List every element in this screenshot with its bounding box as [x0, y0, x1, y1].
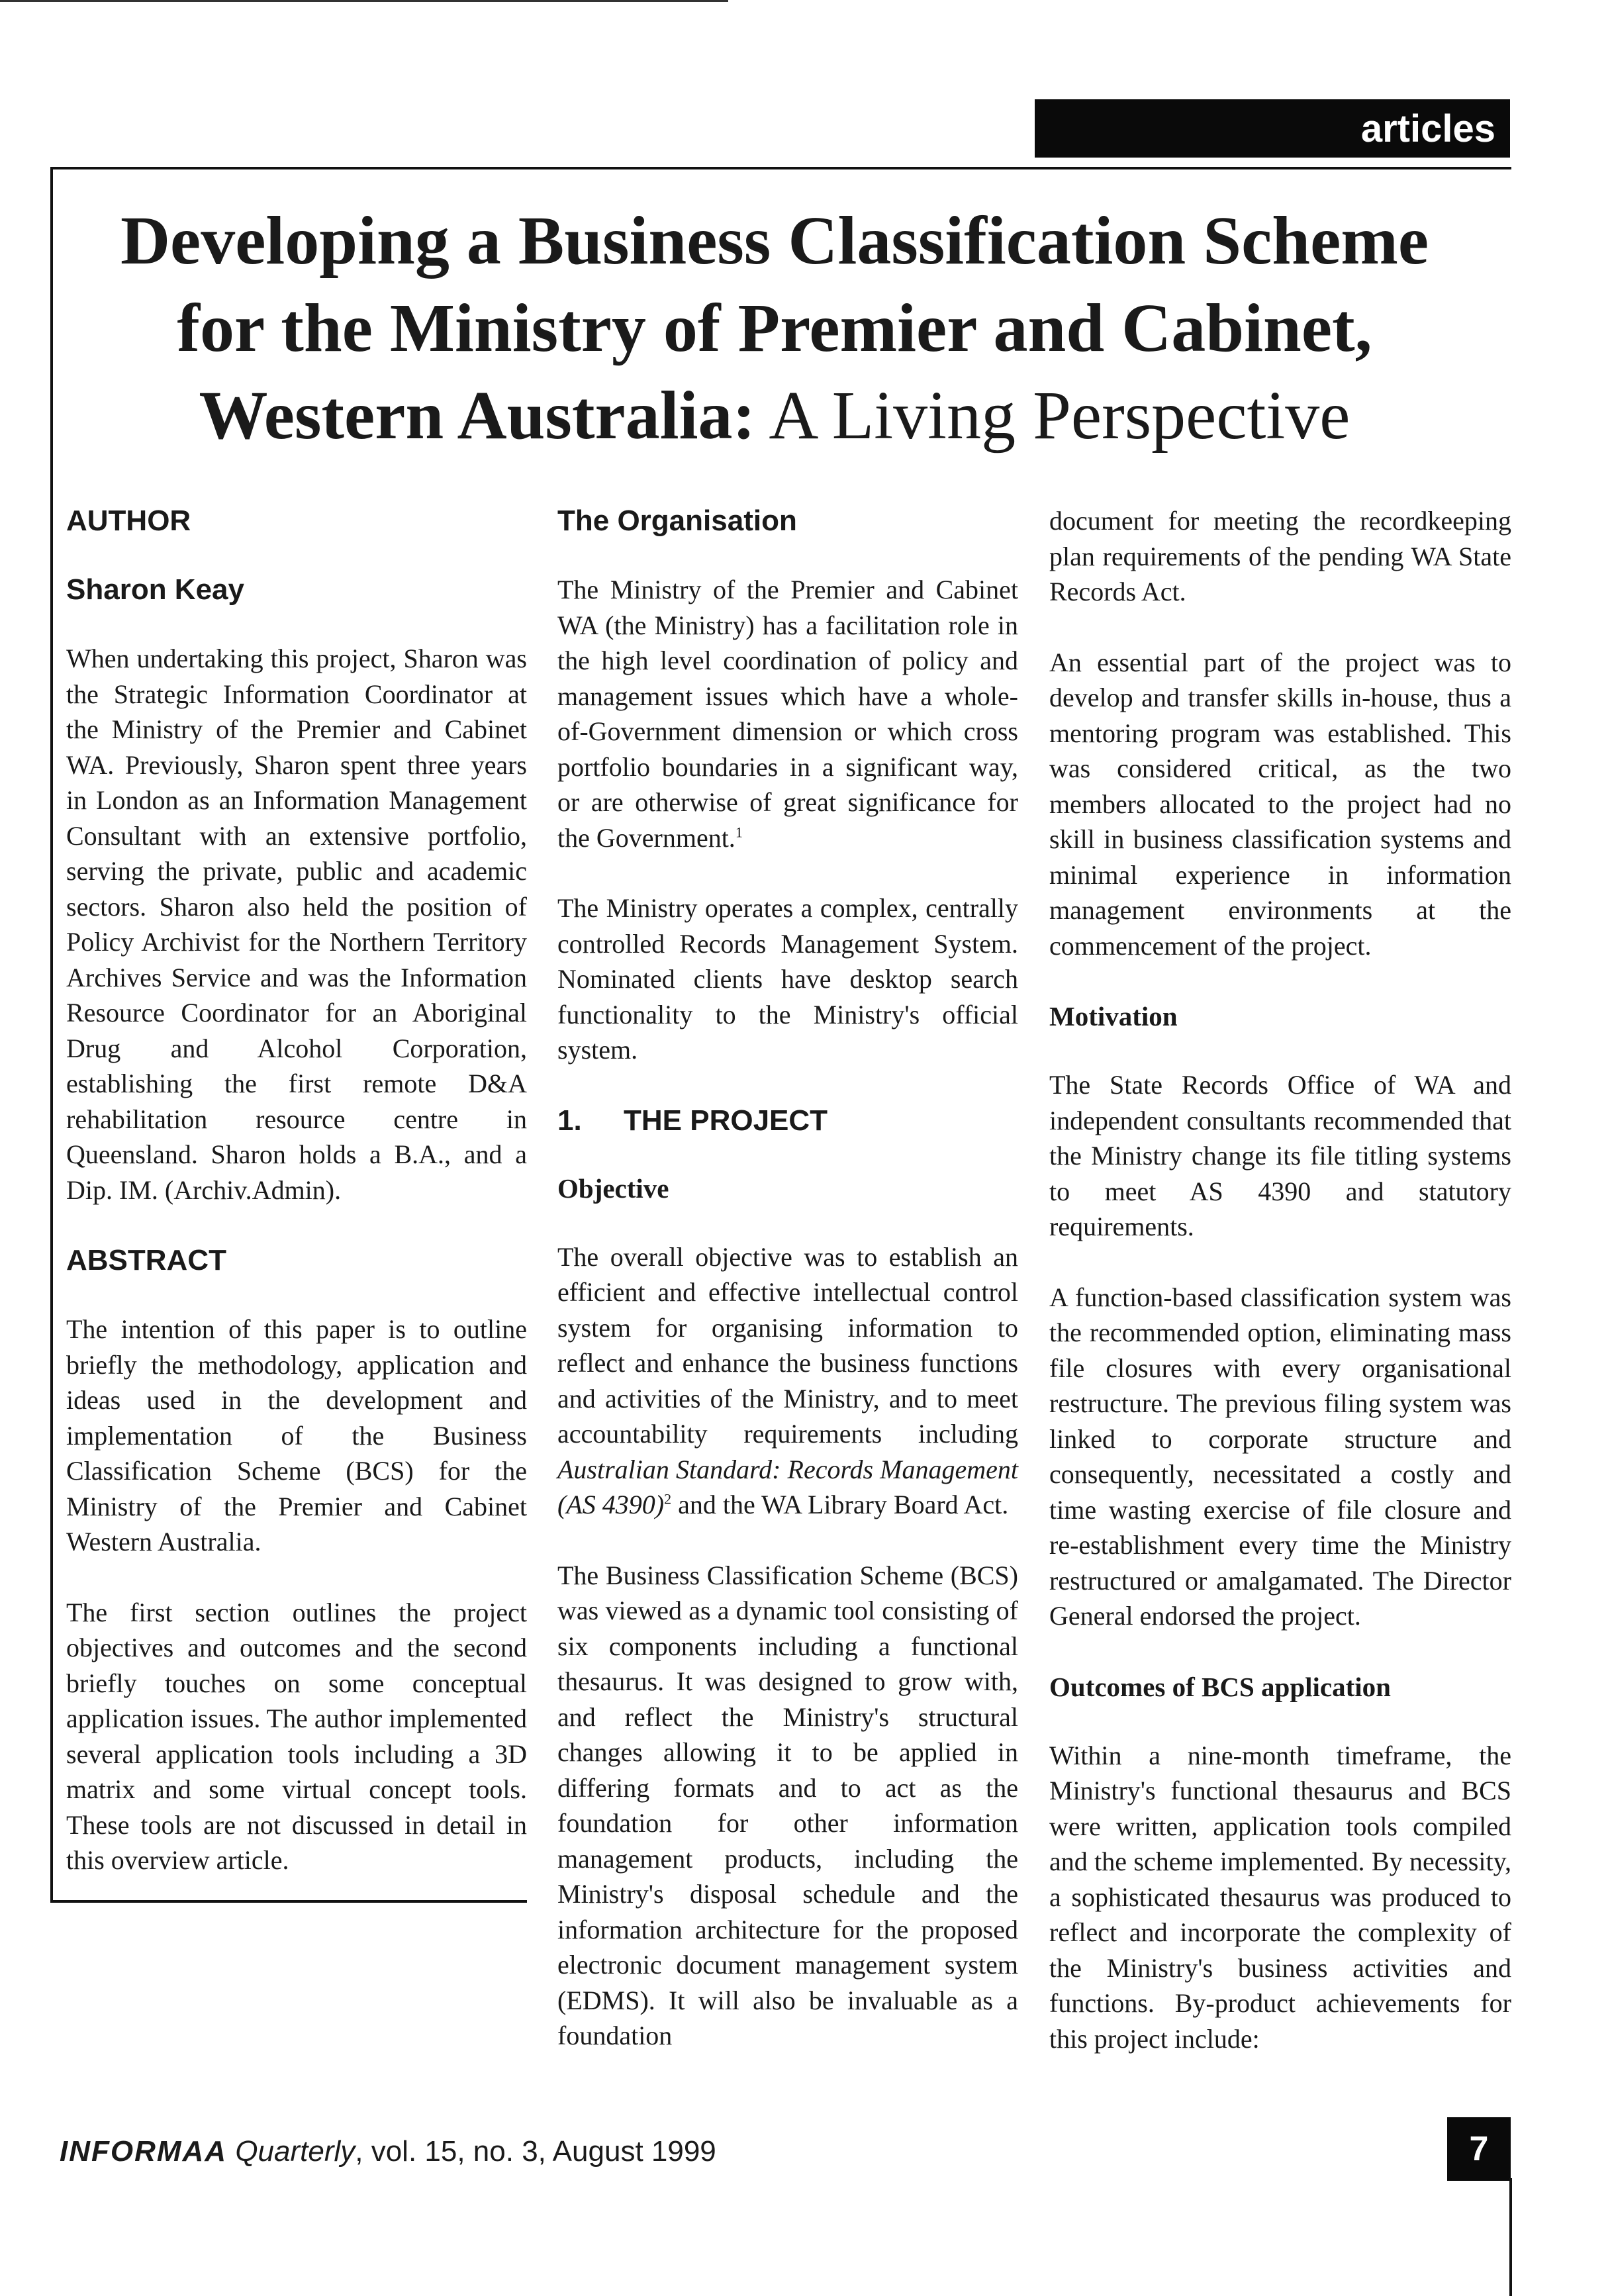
motivation-heading: Motivation: [1049, 1001, 1178, 1031]
objective-paragraph-1-start: The overall objective was to establish an efficient and effective intellectual control system for organising information to reflect and enhance the business functions and activities of the Ministry, and to meet accountability requirements including: [557, 1241, 1018, 1449]
section-label: articles: [1360, 107, 1495, 150]
abstract-heading: ABSTRACT: [66, 1244, 226, 1276]
author-bio: When undertaking this project, Sharon was the Strategic Information Coordinator at the Ministry of the Premier and Cabinet WA. Previously, Sharon spent three years in London as an Information Management Consultant with an extensive portfolio, serving the private, public and academic sectors. Sharon also held the position of Policy Archivist for the Northern Territory Archives Service and was the Information Resource Coordinator for an Aboriginal Drug and Alcohol Corporation, establishing the first remote D&A rehabilitation resource centre in Queensland. Sharon holds a B.A., and a Dip. IM. (Archiv.Admin).: [66, 644, 527, 1205]
outcomes-heading: Outcomes of BCS application: [1049, 1671, 1391, 1702]
title-line-2: for the Ministry of Premier and Cabinet,: [177, 290, 1372, 366]
abstract-paragraph-1: The intention of this paper is to outline briefly the methodology, application and ideas used in the development and implementation of the Business Classification Scheme (BCS) for the Ministry of the Premier and Cabinet Western Australia.: [66, 1314, 527, 1556]
page-number: 7: [1469, 2130, 1489, 2168]
magazine-name: INFORMAA: [60, 2135, 228, 2168]
abstract-bottom-rule: [50, 1900, 527, 1903]
title-line-3: [60, 372, 1490, 459]
abstract-paragraph-2: The first section outlines the project objectives and outcomes and the second briefly touches on some conceptual application issues. The author implemented several application tools including a 3D matrix and some virtual concept tools. These tools are not discussed in detail in this overview article.: [66, 1597, 527, 1875]
title-line-3-bold: Western Australia:: [199, 377, 756, 454]
column-1: [66, 503, 527, 1913]
motivation-paragraph-2: A function-based classification system was the recommended option, eliminating mass file closures with every organisational restructure. The previous filing system was linked to corporate structure and consequently, necessitated a costly and time wasting exercise of file closure and re-establishment every time the Ministry restructured or amalgamated. The Director General endorsed the project.: [1049, 1282, 1511, 1631]
article-title: [60, 197, 1490, 459]
outcomes-paragraph-1: Within a nine-month timeframe, the Ministry's functional thesaurus and BCS were written, application tools compiled and the scheme implemented. By necessity, a sophisticated thesaurus was produced to reflect and incorporate the complexity of the Ministry's business activities and functions. By-product achievements for this project include:: [1049, 1740, 1511, 2054]
objective-heading: Objective: [557, 1172, 669, 1204]
page-number-box: [1447, 2117, 1511, 2181]
footnote-ref-1: 1: [735, 824, 743, 841]
project-heading-number: 1.: [557, 1104, 582, 1137]
objective-paragraph-2: The Business Classification Scheme (BCS) was viewed as a dynamic tool consisting of six components including a functional thesaurus. It was designed to grow with, and reflect the Ministry's structural changes allowing it to be applied in differing formats and to act as the foundation for other information management products, including the Ministry's disposal schedule and the information architecture for the proposed electronic document management system (EDMS). It will also be invaluable as a foundation: [557, 1560, 1018, 2050]
project-heading: [557, 1103, 1018, 1139]
magazine-quarterly: Quarterly: [227, 2135, 355, 2168]
motivation-paragraph-1: The State Records Office of WA and independent consultants recommended that the Ministry change its file titling systems to meet AS 4390 and statutory requirements.: [1049, 1070, 1511, 1241]
section-tab: [1035, 99, 1510, 158]
page-number-rule: [1509, 2178, 1512, 2296]
objective-paragraph-1: [557, 1239, 1018, 1523]
title-line-3-light: A Living Perspective: [755, 377, 1350, 454]
project-heading-text: THE PROJECT: [624, 1104, 828, 1137]
column-3: [1049, 503, 1511, 2091]
column-2: [557, 503, 1018, 2089]
continued-paragraph: document for meeting the recordkeeping plan requirements of the pending WA State Records Act.: [1049, 506, 1511, 606]
organisation-paragraph-1: [557, 572, 1018, 855]
organisation-paragraph-2: The Ministry operates a complex, centrally controlled Records Management System. Nominated clients have desktop search functionality to the Ministry's official system.: [557, 893, 1018, 1065]
standard-citation: Australian Standard: Records Management (AS 4390): [557, 1454, 1018, 1519]
frame-top-rule: [50, 167, 1511, 169]
organisation-paragraph-1-text: The Ministry of the Premier and Cabinet WA (the Ministry) has a facilitation role in the high level coordination of policy and management issues which have a whole-of-Government dimension or which cross portfolio boundaries in a significant way, or are otherwise of great significance for the Government.: [557, 575, 1018, 853]
frame-left-rule: [50, 167, 53, 1900]
author-heading: AUTHOR: [66, 504, 191, 537]
issue-info: , vol. 15, no. 3, August 1999: [355, 2135, 716, 2168]
mentoring-paragraph: An essential part of the project was to develop and transfer skills in-house, thus a mentoring program was established. This was considered critical, as the two members allocated to the project had no skill in business classification systems and minimal experience in information management environments at the commencement of the project.: [1049, 647, 1511, 961]
top-rule: [0, 0, 728, 2]
objective-paragraph-1-end: and the WA Library Board Act.: [671, 1490, 1009, 1519]
author-name: Sharon Keay: [66, 573, 244, 606]
organisation-heading: The Organisation: [557, 504, 797, 537]
title-line-1: Developing a Business Classification Scheme: [120, 203, 1429, 279]
page-footer: [60, 2133, 716, 2170]
footnote-ref-2: 2: [664, 1490, 672, 1507]
